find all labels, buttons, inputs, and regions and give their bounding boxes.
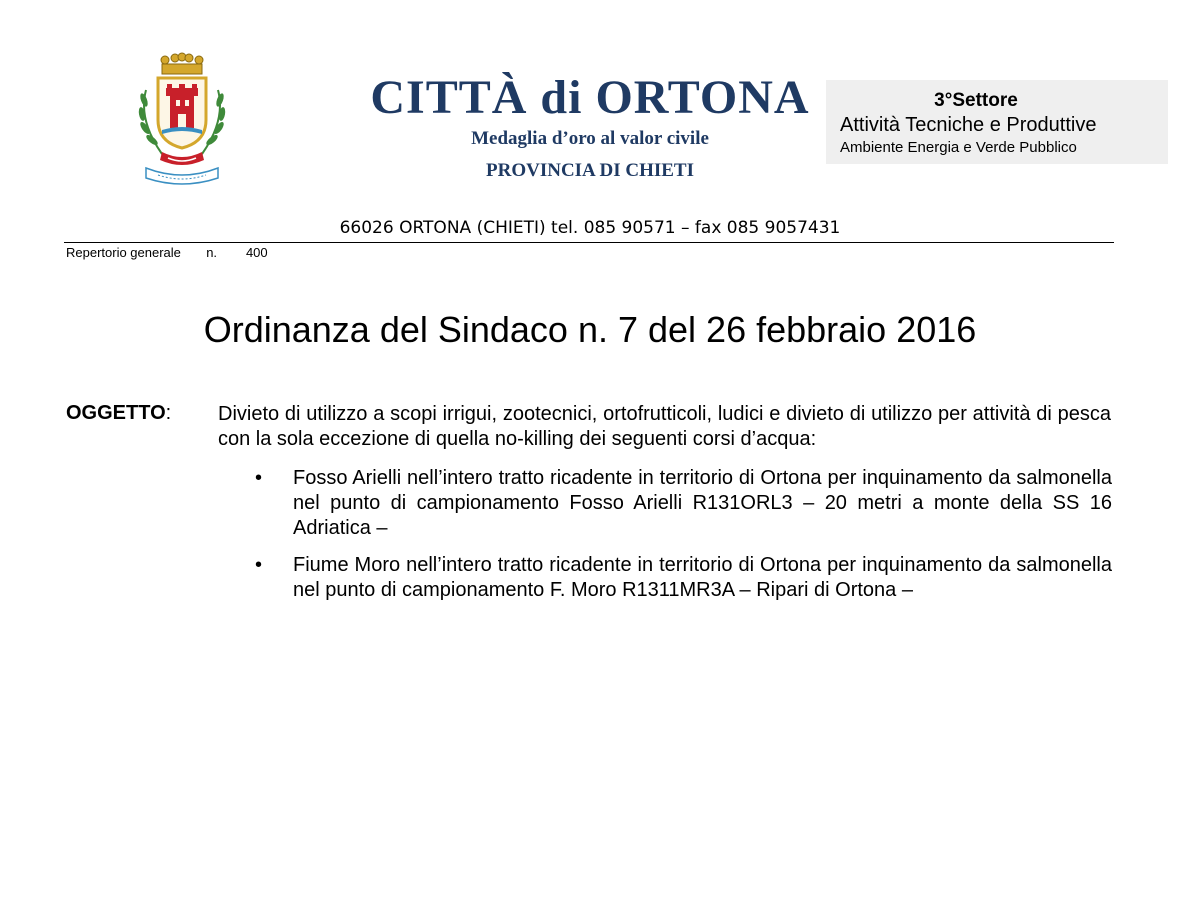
object-bullet-list [255,466,1112,615]
sector-number: 3°Settore [934,90,1018,111]
register-n-label: n. [206,245,218,260]
city-name: CITTÀ di ORTONA [370,71,810,124]
medal-subtitle: Medaglia d’oro al valor civile [471,128,709,149]
header-divider [64,242,1114,243]
list-item [255,466,1112,541]
city-crest-emblem [132,50,232,190]
sector-line-2: Ambiente Energia e Verde Pubblico [840,139,1077,156]
register-label: Repertorio generale [66,245,181,260]
object-label [66,402,171,425]
list-item-text: Fiume Moro nell’intero tratto ricadente in territorio di Ortona per inquinamento da salmonella nel punto di campionamento F. Moro R1311MR3A – Ripari di Ortona – [293,554,1112,601]
crown-icon [161,53,203,74]
ribbon-icon [160,152,204,165]
ordinance-title: Ordinanza del Sindaco n. 7 del 26 febbraio 2016 [203,309,977,350]
sector-line-1: Attività Tecniche e Produttive [840,114,1097,136]
sector-box [826,80,1168,164]
contact-line: 66026 ORTONA (CHIETI) tel. 085 90571 – fax 085 9057431 [339,218,841,238]
object-text: Divieto di utilizzo a scopi irrigui, zootecnici, ortofrutticoli, ludici e divieto di utilizzo per attività di pesca con la sola eccezione di quella no-killing dei seguenti corsi d’acqua: [218,403,1111,450]
list-item [255,553,1112,603]
bullet-icon: • [255,467,263,489]
register-number: 400 [245,245,268,260]
register-line [66,245,268,260]
bullet-icon: • [255,554,263,576]
province-name: PROVINCIA DI CHIETI [486,160,694,181]
object-label-text: OGGETTO [66,402,166,424]
object-label-colon: : [165,402,172,424]
motto-scroll-icon [146,168,218,184]
list-item-text: Fosso Arielli nell’intero tratto ricadente in territorio di Ortona per inquinamento da salmonella nel punto di campionamento Fosso Arielli R131ORL3 – 20 metri a monte della SS 16 Adriatica – [293,467,1112,539]
